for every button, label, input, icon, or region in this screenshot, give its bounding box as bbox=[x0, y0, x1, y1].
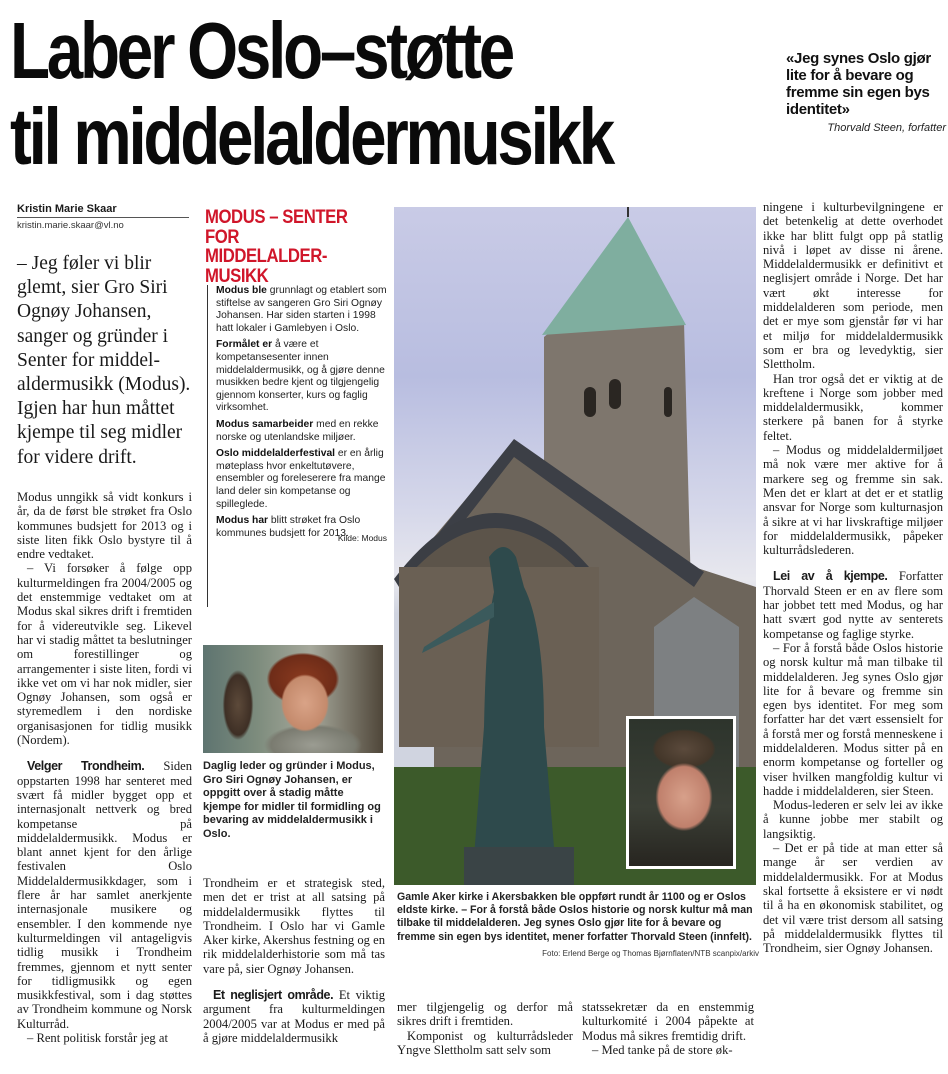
inset-photo-thorvald-steen bbox=[626, 716, 736, 869]
paragraph: mer tilgjengelig og derfor må sikres drift i fremtiden. bbox=[397, 1000, 573, 1029]
paragraph: – Med tanke på de store øk- bbox=[592, 1042, 733, 1057]
photo-gro-siri-ognoy-johansen bbox=[203, 645, 383, 753]
paragraph: Trondheim er et strategisk sted, men det er trist at all satsing på middelaldermusikk flyttes til Trondheim. I Oslo har vi Gamle Aker kirke, Akershus festning og en rik middelalderhistorie som må tas vare på, sier Ognøy Johansen. bbox=[203, 876, 385, 976]
body-column-5 bbox=[763, 200, 943, 955]
subhead: Velger Trondheim. bbox=[27, 759, 145, 774]
headline bbox=[10, 8, 617, 180]
factbox-item bbox=[216, 448, 387, 511]
tower-window bbox=[584, 387, 596, 417]
pull-quote bbox=[786, 50, 946, 134]
photo-caption-church bbox=[397, 891, 759, 960]
byline-name: Kristin Marie Skaar bbox=[17, 203, 189, 218]
body-column-1 bbox=[17, 490, 192, 1045]
factbox-item-lead: Oslo middelalderfestival bbox=[216, 448, 336, 460]
ingress: – Jeg føler vi blir glemt, sier Gro Siri Ognøy Johansen, sanger og gründer i Senter for middel-aldermusikk (Modus). Igjen har hun måttet kjempe til seg midler for videre drift. bbox=[17, 253, 191, 468]
factbox-item-lead: Modus ble bbox=[216, 285, 267, 296]
paragraph-with-subhead bbox=[763, 569, 943, 640]
paragraph: – Vi forsøker å følge opp kulturmeldingen fra 2004/2005 og det enstemmige vedtaket om at Modus skal sikres drift i fremtiden for å videreutvikle seg. Likevel har vi stadig måttet ta beslutninger om forestillinger og arrangementer i siste liten, fordi vi ikke vet om vi har nok midler, sier Ognøy Johansen, som også er styremedlem i den nordiske organisasjonen for tidlig musikk (Nordem). bbox=[17, 561, 192, 748]
statue-pedestal bbox=[464, 847, 574, 885]
paragraph-with-subhead bbox=[203, 988, 385, 1045]
factbox bbox=[207, 285, 387, 607]
headline-line-1: Laber Oslo–støtte bbox=[10, 6, 512, 95]
byline bbox=[17, 203, 189, 231]
body-column-3 bbox=[397, 1000, 573, 1057]
caption-text: Gamle Aker kirke i Akersbakken ble oppført rundt år 1100 og er Oslos eldste kirke. – For å forstå både Oslos historie og norsk kultur må man tilbake til middelalderen. Jeg synes Oslo gjør lite for å bevare og fremme sin egen bys identitet, mener forfatter Thorvald Steen (innfelt). bbox=[397, 891, 753, 943]
factbox-item bbox=[216, 285, 387, 335]
factbox-item-lead: Modus samarbeider bbox=[216, 418, 314, 430]
pull-quote-attribution: Thorvald Steen, forfatter bbox=[827, 122, 946, 134]
factbox-item-text: er en årlig møteplass hvor enkeltutøvere, ensembler og foreleserere fra mange land deler sin kompetanse og spilleglede. bbox=[216, 448, 386, 510]
paragraph: Han tror også det er viktig at de kreftene i Norge som jobber med middelaldermusikk, kommer sterkere på banen for å styrke feltet. bbox=[763, 371, 943, 443]
photo-credit: Foto: Erlend Berge og Thomas Bjørnflaten/NTB scanpix/arkiv bbox=[542, 948, 759, 958]
factbox-item-text: å være et kompetansesenter innen middelaldermusikk, og å gjøre denne musikken bedre kjent og tilgjengelig gjennom konserter, kurs og faglig virksomhet. bbox=[216, 339, 385, 414]
body-column-4 bbox=[582, 1000, 754, 1057]
paragraph: – For å forstå både Oslos historie og norsk kultur må man tilbake til middelalderen. Jeg synes Oslo gjør lite for å bevare og fremme sin egen bys identitet. For meg som forfatter har det vært essensielt for å forstå mer og forstå menneskene i middelalderen. Modus sitter på en enorm kompetanse og forteller og viser hvilken mangfoldig kultur vi hadde i middelalderen, sier Steen. bbox=[763, 640, 943, 798]
subhead: Et neglisjert område. bbox=[213, 988, 334, 1003]
paragraph-text: Et viktig argument fra kulturmeldingen 2004/2005 var at Modus er med på å gjøre middelaldermusikk bbox=[203, 988, 386, 1045]
headline-line-2: til middelaldermusikk bbox=[10, 92, 612, 181]
factbox-source: Kilde: Modus bbox=[337, 533, 387, 544]
tower-roof bbox=[542, 217, 686, 335]
tower-window bbox=[609, 379, 621, 409]
factbox-item-text: grunnlagt og etablert som stiftelse av sangeren Gro Siri Ognøy Johansen. Har siden starten i 1998 hatt lokaler i Gamlebyen i Oslo. bbox=[216, 285, 387, 334]
tower-window bbox=[664, 387, 672, 417]
factbox-title: MODUS – SENTER FOR MIDDELALDER-MUSIKK bbox=[205, 207, 348, 287]
paragraph: Modus unngikk så vidt konkurs i år, da de først ble strøket fra Oslo kommunes budsjett for 2013 og i siste liten fikk Oslo bystyre til å endre vedtaket. bbox=[17, 490, 192, 562]
paragraph-text: Siden oppstarten 1998 har senteret med svært få midler bygget opp et internasjonalt nettverk og bred kompetanse på middelaldermusikk. Modus er blant annet kjent for den årlige festivalen Oslo Middelaldermusikkdager, som i flere år har samlet anerkjente internasjonale musikere og ensembler. I den kommende nye kulturmeldingen vil antageligvis tidlig musikk i Trondheim fremmes, gjennom et nytt senter for tidligmusikk og egen musikkfestival, som i dag støttes av Trondheim kommune og Norsk Kulturråd. bbox=[17, 759, 192, 1031]
body-column-2 bbox=[203, 876, 385, 1045]
factbox-item-text: blitt strøket fra Oslo kommunes budsjett for 2013. bbox=[216, 515, 361, 539]
factbox-item-text: med en rekke norske og utenlandske miljøer. bbox=[216, 418, 379, 443]
paragraph: – Rent politisk forstår jeg at bbox=[27, 1030, 168, 1045]
paragraph: – Det er på tide at man etter så mange år ser verdien av middelaldermusikk. For at Modus skal fortsette å eksistere er vi nødt til å ha en økonomisk stabilitet, og det vil være trist dersom all satsing på middelaldermusikk flyttes til Trondheim, sier Ognøy Johansen. bbox=[763, 841, 943, 956]
paragraph: Modus-lederen er selv lei av ikke å kunne jobbe mer stabilt og langsiktig. bbox=[763, 798, 943, 841]
paragraph: statssekretær da en enstemmig kulturkomité i 2004 påpekte at Modus må sikres fremtidig drift. bbox=[582, 1000, 754, 1043]
pull-quote-text: «Jeg synes Oslo gjør lite for å bevare og fremme sin egen bys identitet» bbox=[786, 50, 931, 118]
factbox-item bbox=[216, 339, 387, 415]
factbox-item-lead: Formålet er bbox=[216, 339, 273, 351]
byline-email[interactable]: kristin.marie.skaar@vl.no bbox=[17, 220, 124, 231]
factbox-item bbox=[216, 419, 387, 444]
paragraph: Komponist og kulturrådsleder Yngve Slettholm satt selv som bbox=[397, 1028, 573, 1057]
factbox-item-lead: Modus har bbox=[216, 515, 269, 527]
paragraph: – Modus og middelaldermiljøet må nok være mer aktive for å markere seg og fremme sin sak. Men det er klart at det er et statlig ansvar for Norge som kulturnasjon å sikre at vi har livskraftige miljøer for middelaldermusikk, påpeker kulturrådslederen. bbox=[763, 443, 943, 558]
paragraph: ningene i kulturbevilgningene er det betenkelig at dette overhodet ikke har blitt fulgt opp på statlig nivå i løpet av disse ni årene. Middelaldermusikk er definitivt et neglisjert område i Norge. Det har vært økt interesse for middelalderen som periode, men det er mye som gjenstår før vi har et miljø for middelaldermusikk som er bra og levedyktig, sier Slettholm. bbox=[763, 200, 943, 372]
subhead: Lei av å kjempe. bbox=[773, 569, 888, 584]
paragraph-text: Forfatter Thorvald Steen er en av flere som har jobbet tett med Modus, og har hatt svært god nytte av senterets kompetanse og faglige styrke. bbox=[763, 569, 943, 641]
paragraph-with-subhead bbox=[17, 759, 192, 1031]
photo-caption-woman: Daglig leder og gründer i Modus, Gro Siri Ognøy Johansen, er oppgitt over å stadig måtte kjempe for midler til formidling og bevaring av middelaldermusikk i Oslo. bbox=[203, 760, 381, 840]
